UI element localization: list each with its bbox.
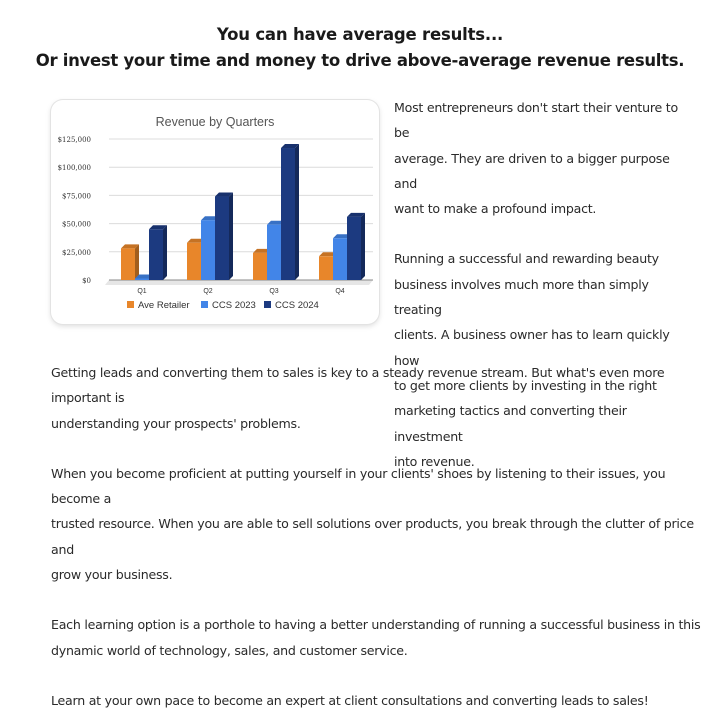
text-line: to get more clients by investing in the right [394,377,657,393]
text-line: Learn at your own pace to become an expert at client consultations and converting leads to sales! [51,692,649,708]
text-line: Running a successful and rewarding beauty [394,251,659,267]
legend-label: CCS 2023 [212,300,256,311]
legend-label: Ave Retailer [138,300,190,311]
bar-ccs-2024 [347,217,361,280]
bar-ccs-2023 [333,238,347,280]
text-line: dynamic world of technology, sales, and customer service. [51,642,408,658]
text-line: into revenue. [394,453,475,469]
y-tick-label: $75,000 [62,192,91,201]
text-line: When you become proficient at putting yourself in your clients' shoes by listening to their issues, you become a [51,465,666,507]
chart-floor [105,280,373,285]
headline-line-2: Or invest your time and money to drive above-average revenue results. [35,51,685,70]
bar-ave-retailer [319,256,333,280]
bar-ccs-2023 [135,279,149,281]
x-tick-label: Q4 [335,288,345,295]
text-line: grow your business. [51,567,173,583]
revenue-chart-card [51,100,379,324]
legend-swatch [201,301,208,308]
text-line: Getting leads and converting them to sales is key to a steady revenue stream. But what's even more important is [51,365,665,406]
text-line: average. They are driven to a bigger purpose and [394,150,670,191]
legend-swatch [264,301,271,308]
bar-side [295,144,299,280]
headline-line-1: You can have average results... [216,25,504,44]
bar-ave-retailer [187,243,201,280]
revenue-chart [51,100,379,324]
bar-ccs-2024 [215,197,229,280]
bar-ave-retailer [253,253,267,280]
bar-ccs-2024 [149,229,163,280]
text-line: trusted resource. When you are able to sell solutions over products, you break through the clutter of price and [51,516,694,557]
y-tick-label: $125,000 [57,136,91,144]
text-line: business involves much more than simply treating [394,276,649,318]
body-paragraph-2 [51,461,701,587]
bar-side [163,225,167,280]
y-tick-label: $25,000 [62,248,91,257]
x-tick-label: Q3 [269,288,279,295]
y-tick-label: $50,000 [62,220,91,229]
text-line: understanding your prospects' problems. [51,415,301,431]
legend-label: CCS 2024 [275,300,319,311]
y-tick-label: $100,000 [57,164,91,173]
text-line: want to make a profound impact. [394,201,597,217]
bar-ccs-2023 [201,220,215,280]
bar-ave-retailer [121,248,135,280]
y-tick-label: $0 [82,277,91,285]
chart-title: Revenue by Quarters [155,115,275,129]
body-text [51,360,701,713]
page-headline [0,22,720,74]
text-line: Each learning option is a porthole to having a better understanding of running a successful business in this [51,617,701,633]
x-tick-label: Q2 [203,288,213,295]
x-tick-label: Q1 [137,288,147,295]
body-paragraph-4 [51,688,701,713]
bar-side [229,193,233,280]
text-line: clients. A business owner has to learn quickly how [394,327,670,368]
text-line: marketing tactics and converting their investment [394,403,627,444]
bar-ccs-2023 [267,225,281,280]
bar-side [361,213,365,280]
body-paragraph-3 [51,612,701,663]
intro-paragraph-1 [394,95,694,221]
bar-ccs-2024 [281,148,295,280]
text-line: Most entrepreneurs don't start their venture to be [394,100,678,141]
legend-swatch [127,301,134,308]
bar-side [135,244,139,280]
body-paragraph-1 [51,360,701,436]
